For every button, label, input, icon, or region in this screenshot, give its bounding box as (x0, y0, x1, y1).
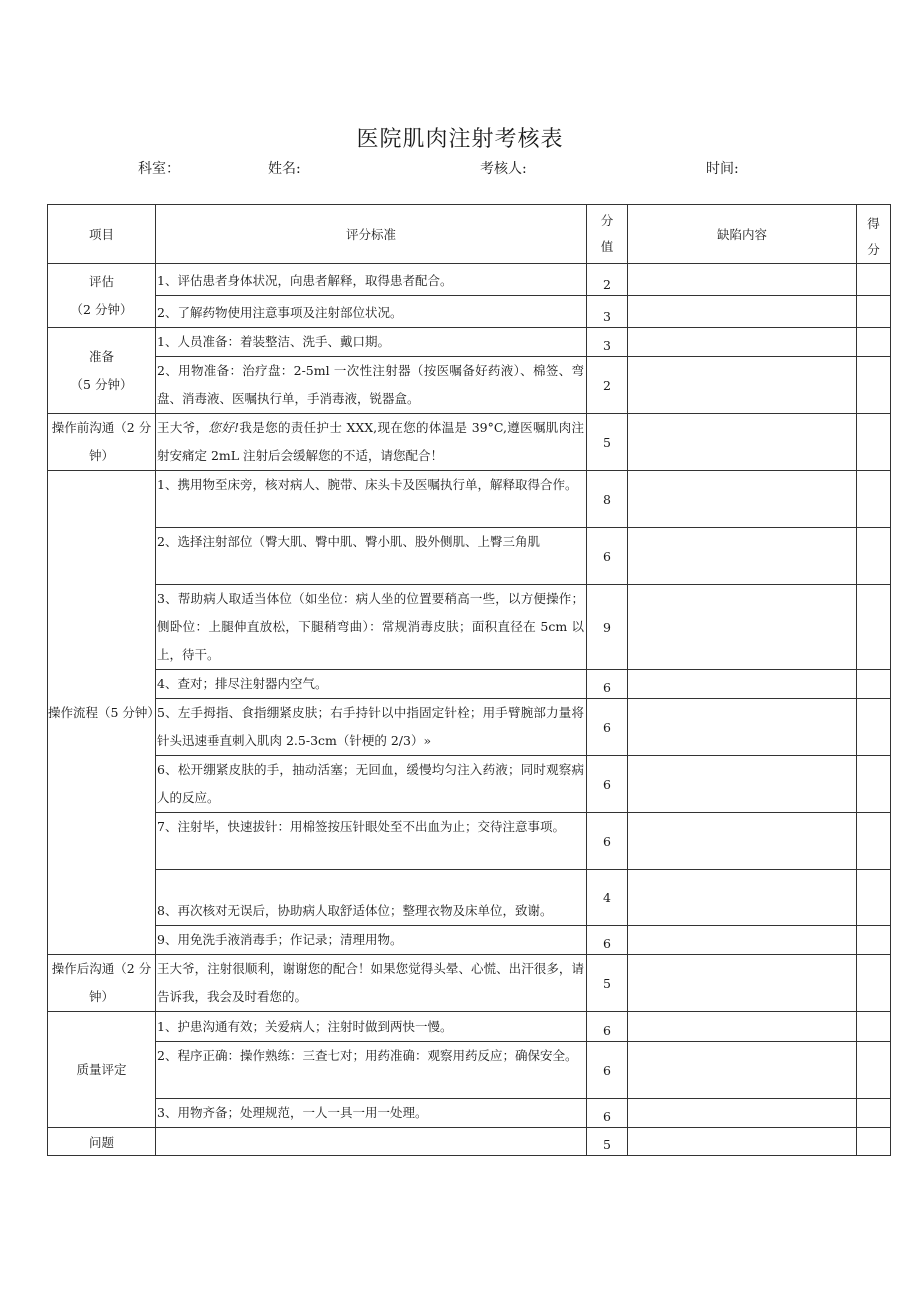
defect-input[interactable] (628, 955, 857, 1012)
score-cell: 6 (587, 670, 628, 699)
defect-input[interactable] (628, 870, 857, 926)
time-label: 时间: (706, 161, 739, 177)
obtained-input[interactable] (857, 528, 891, 585)
score-cell: 8 (587, 471, 628, 528)
table-row (48, 414, 891, 471)
score-cell: 5 (587, 1128, 628, 1156)
criteria-cell: 9、用免洗手液消毒手；作记录；清理用物。 (156, 926, 587, 955)
criteria-cell: 4、查对；排尽注射器内空气。 (156, 670, 587, 699)
header-item: 项目 (48, 205, 156, 264)
criteria-cell: 2、程序正确：操作熟练：三查七对；用药准确：观察用药反应；确保安全。 (156, 1042, 587, 1099)
table-row (48, 699, 891, 756)
obtained-input[interactable] (857, 328, 891, 357)
dept-label: 科室： (138, 161, 180, 177)
name-label: 姓名: (268, 161, 301, 177)
section-process: 操作流程（5 分钟） (48, 471, 156, 955)
defect-input[interactable] (628, 1042, 857, 1099)
header-defect: 缺陷内容 (628, 205, 857, 264)
defect-input[interactable] (628, 328, 857, 357)
table-row (48, 471, 891, 528)
obtained-input[interactable] (857, 870, 891, 926)
table-row (48, 264, 891, 296)
defect-input[interactable] (628, 1099, 857, 1128)
table-row (48, 1012, 891, 1042)
criteria-cell: 7、注射毕，快速拔针：用棉签按压针眼处至不出血为止；交待注意事项。 (156, 813, 587, 870)
table-row (48, 955, 891, 1012)
criteria-cell: 2、用物准备：治疗盘：2-5ml 一次性注射器（按医嘱备好药液）、棉签、弯盘、消毒液、医嘱执行单，手消毒液，锐器盒。 (156, 357, 587, 414)
table-row (48, 296, 891, 328)
criteria-cell: 3、帮助病人取适当体位（如坐位：病人坐的位置要稍高一些，以方便操作；侧卧位：上腿伸直放松，下腿稍弯曲）：常规消毒皮肤；面积直径在 5cm 以上，待干。 (156, 585, 587, 670)
table-row (48, 670, 891, 699)
criteria-cell: 王大爷，注射很顺利，谢谢您的配合！如果您觉得头晕、心慌、出汗很多，请告诉我，我会及时看您的。 (156, 955, 587, 1012)
obtained-input[interactable] (857, 813, 891, 870)
table-row (48, 1042, 891, 1099)
examiner-label: 考核人: (480, 161, 527, 177)
section-pre-communication: 操作前沟通（2 分钟） (48, 414, 156, 471)
obtained-input[interactable] (857, 1099, 891, 1128)
criteria-cell: 王大爷，您好!我是您的责任护士 XXX,现在您的体温是 39°C,遵医嘱肌肉注射安痛定 2mL 注射后会缓解您的不适，请您配合！ (156, 414, 587, 471)
score-cell: 3 (587, 328, 628, 357)
section-quality: 质量评定 (48, 1012, 156, 1128)
table-row (48, 926, 891, 955)
score-cell: 4 (587, 870, 628, 926)
table-row (48, 528, 891, 585)
defect-input[interactable] (628, 926, 857, 955)
defect-input[interactable] (628, 756, 857, 813)
score-cell: 6 (587, 756, 628, 813)
obtained-input[interactable] (857, 1042, 891, 1099)
defect-input[interactable] (628, 357, 857, 414)
score-cell: 2 (587, 264, 628, 296)
obtained-input[interactable] (857, 414, 891, 471)
table-row (48, 756, 891, 813)
section-issues: 问题 (48, 1128, 156, 1156)
table-row (48, 870, 891, 926)
criteria-cell: 1、评估患者身体状况，向患者解释，取得患者配合。 (156, 264, 587, 296)
table-row (48, 357, 891, 414)
obtained-input[interactable] (857, 264, 891, 296)
defect-input[interactable] (628, 813, 857, 870)
section-assess: 评估 （2 分钟） (48, 264, 156, 328)
page-title: 医院肌肉注射考核表 (356, 127, 564, 152)
score-cell: 6 (587, 1012, 628, 1042)
criteria-cell: 1、携用物至床旁，核对病人、腕带、床头卡及医嘱执行单，解释取得合作。 (156, 471, 587, 528)
defect-input[interactable] (628, 1012, 857, 1042)
score-cell: 6 (587, 1042, 628, 1099)
criteria-cell: 8、再次核对无误后，协助病人取舒适体位；整理衣物及床单位，致谢。 (156, 870, 587, 926)
table-row (48, 585, 891, 670)
score-cell: 6 (587, 813, 628, 870)
score-cell: 9 (587, 585, 628, 670)
header-row (48, 205, 891, 264)
score-cell: 6 (587, 528, 628, 585)
table-row (48, 328, 891, 357)
criteria-cell: 3、用物齐备；处理规范，一人一具一用一处理。 (156, 1099, 587, 1128)
defect-input[interactable] (628, 585, 857, 670)
obtained-input[interactable] (857, 585, 891, 670)
criteria-cell: 1、护患沟通有效；关爱病人；注射时做到两快一慢。 (156, 1012, 587, 1042)
obtained-input[interactable] (857, 756, 891, 813)
score-cell: 5 (587, 955, 628, 1012)
defect-input[interactable] (628, 414, 857, 471)
obtained-input[interactable] (857, 699, 891, 756)
obtained-input[interactable] (857, 955, 891, 1012)
criteria-cell: 2、了解药物使用注意事项及注射部位状况。 (156, 296, 587, 328)
section-post-communication: 操作后沟通（2 分钟） (48, 955, 156, 1012)
obtained-input[interactable] (857, 670, 891, 699)
defect-input[interactable] (628, 296, 857, 328)
score-cell: 2 (587, 357, 628, 414)
criteria-cell (156, 1128, 587, 1156)
header-obtained: 得 分 (857, 205, 891, 264)
defect-input[interactable] (628, 670, 857, 699)
obtained-input[interactable] (857, 1012, 891, 1042)
criteria-cell: 6、松开绷紧皮肤的手，抽动活塞；无回血，缓慢均匀注入药液；同时观察病人的反应。 (156, 756, 587, 813)
criteria-cell: 2、选择注射部位（臀大肌、臀中肌、臀小肌、股外侧肌、上臀三角肌 (156, 528, 587, 585)
defect-input[interactable] (628, 699, 857, 756)
header-score: 分 值 (587, 205, 628, 264)
obtained-input[interactable] (857, 926, 891, 955)
score-cell: 3 (587, 296, 628, 328)
defect-input[interactable] (628, 471, 857, 528)
score-cell: 6 (587, 1099, 628, 1128)
obtained-input[interactable] (857, 357, 891, 414)
table-row (48, 1128, 891, 1156)
criteria-cell: 5、左手拇指、食指绷紧皮肤；右手持针以中指固定针栓；用手臂腕部力量将针头迅速垂直刺入肌肉 2.5-3cm（针梗的 2/3）» (156, 699, 587, 756)
score-cell: 6 (587, 926, 628, 955)
table-row (48, 1099, 891, 1128)
defect-input[interactable] (628, 264, 857, 296)
obtained-input[interactable] (857, 1128, 891, 1156)
header-criteria: 评分标准 (156, 205, 587, 264)
table-row (48, 813, 891, 870)
defect-input[interactable] (628, 1128, 857, 1156)
score-cell: 6 (587, 699, 628, 756)
obtained-input[interactable] (857, 296, 891, 328)
assessment-table (47, 204, 891, 1156)
section-prep: 准备 （5 分钟） (48, 328, 156, 414)
criteria-cell: 1、人员准备：着装整洁、洗手、戴口期。 (156, 328, 587, 357)
score-cell: 5 (587, 414, 628, 471)
obtained-input[interactable] (857, 471, 891, 528)
defect-input[interactable] (628, 528, 857, 585)
